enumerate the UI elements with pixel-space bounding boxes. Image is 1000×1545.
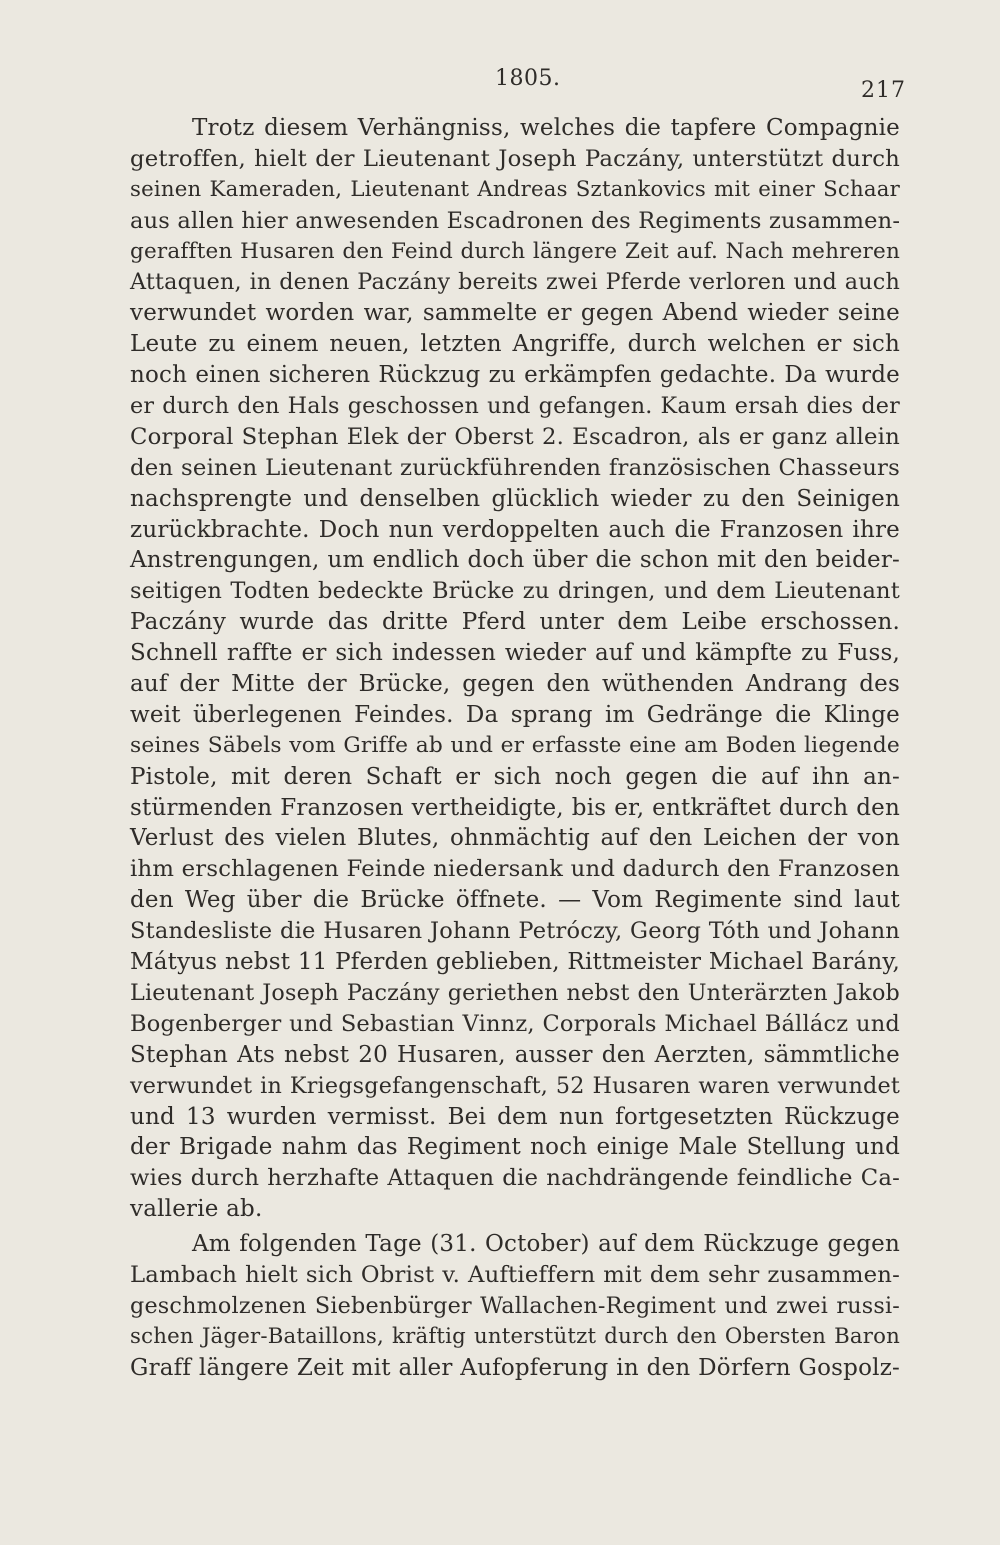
text-line: seinen Kameraden, Lieutenant Andreas Sztankovics mit einer Schaar xyxy=(130,176,900,202)
text-line: Stephan Ats nebst 20 Husaren, ausser den Aerzten, sämmtliche xyxy=(130,1041,900,1068)
page-number: 217 xyxy=(861,78,906,103)
text-line: ihm erschlagenen Feinde niedersank und dadurch den Franzosen xyxy=(130,856,900,883)
text-line: Mátyus nebst 11 Pferden geblieben, Rittmeister Michael Barány, xyxy=(130,949,900,976)
text-line: Bogenberger und Sebastian Vinnz, Corporals Michael Bállácz und xyxy=(130,1010,900,1037)
running-head-year: 1805. xyxy=(495,66,561,91)
paragraph xyxy=(130,113,900,1225)
text-line: Leute zu einem neuen, letzten Angriffe, durch welchen er sich xyxy=(130,331,900,358)
text-line: seines Säbels vom Griffe ab und er erfasste eine am Boden liegende xyxy=(130,732,900,758)
text-line: nachsprengte und denselben glücklich wieder zu den Seinigen xyxy=(130,485,900,512)
text-line: verwundet worden war, sammelte er gegen Abend wieder seine xyxy=(130,300,900,327)
text-line: und 13 wurden vermisst. Bei dem nun fortgesetzten Rückzuge xyxy=(130,1103,900,1130)
text-line: schen Jäger-Bataillons, kräftig unterstützt durch den Obersten Baron xyxy=(130,1323,900,1349)
text-line: Am folgenden Tage (31. October) auf dem Rückzuge gegen xyxy=(192,1231,900,1258)
page-header xyxy=(0,66,1000,106)
text-line: der Brigade nahm das Regiment noch einige Male Stellung und xyxy=(130,1134,900,1161)
text-line: zurückbrachte. Doch nun verdoppelten auch die Franzosen ihre xyxy=(130,516,900,543)
text-line: seitigen Todten bedeckte Brücke zu dringen, und dem Lieutenant xyxy=(130,578,900,605)
text-line: wies durch herzhafte Attaquen die nachdrängende feindliche Ca- xyxy=(130,1165,900,1192)
text-line: weit überlegenen Feindes. Da sprang im Gedränge die Klinge xyxy=(130,701,900,728)
text-line: verwundet in Kriegsgefangenschaft, 52 Husaren waren verwundet xyxy=(130,1072,900,1099)
text-line: Schnell raffte er sich indessen wieder auf und kämpfte zu Fuss, xyxy=(130,640,900,667)
text-line: Graff längere Zeit mit aller Aufopferung in den Dörfern Gospolz- xyxy=(130,1354,900,1381)
text-line: auf der Mitte der Brücke, gegen den wüthenden Andrang des xyxy=(130,671,900,698)
text-line: den seinen Lieutenant zurückführenden französischen Chasseurs xyxy=(130,454,900,481)
paragraph xyxy=(130,1229,900,1383)
text-line: geschmolzenen Siebenbürger Wallachen-Regiment und zwei russi- xyxy=(130,1292,900,1319)
text-line: Trotz diesem Verhängniss, welches die tapfere Compagnie xyxy=(192,115,900,141)
text-line: Anstrengungen, um endlich doch über die schon mit den beider- xyxy=(130,547,900,574)
text-line: Lieutenant Joseph Paczány geriethen nebst den Unterärzten Jakob xyxy=(130,979,900,1006)
text-line: stürmenden Franzosen vertheidigte, bis er, entkräftet durch den xyxy=(130,794,900,821)
text-line: Paczány wurde das dritte Pferd unter dem Leibe erschossen. xyxy=(130,609,900,636)
text-line: Verlust des vielen Blutes, ohnmächtig auf den Leichen der von xyxy=(130,825,900,852)
text-line: gerafften Husaren den Feind durch längere Zeit auf. Nach mehreren xyxy=(130,238,900,264)
text-line: noch einen sicheren Rückzug zu erkämpfen gedachte. Da wurde xyxy=(130,362,900,389)
text-line: aus allen hier anwesenden Escadronen des Regiments zusammen- xyxy=(130,207,901,234)
text-line: vallerie ab. xyxy=(130,1196,263,1223)
text-line: Corporal Stephan Elek der Oberst 2. Escadron, als er ganz allein xyxy=(130,423,900,450)
text-line: Lambach hielt sich Obrist v. Auftieffern mit dem sehr zusammen- xyxy=(130,1261,900,1288)
text-line: Attaquen, in denen Paczány bereits zwei Pferde verloren und auch xyxy=(130,269,900,296)
text-line: er durch den Hals geschossen und gefangen. Kaum ersah dies der xyxy=(130,393,900,420)
text-line: Standesliste die Husaren Johann Petróczy, Georg Tóth und Johann xyxy=(130,918,900,945)
body-text xyxy=(130,113,900,1384)
text-line: Pistole, mit deren Schaft er sich noch gegen die auf ihn an- xyxy=(130,763,900,790)
text-line: getroffen, hielt der Lieutenant Joseph Paczány, unterstützt durch xyxy=(130,145,900,172)
text-line: den Weg über die Brücke öffnete. — Vom Regimente sind laut xyxy=(130,887,900,914)
